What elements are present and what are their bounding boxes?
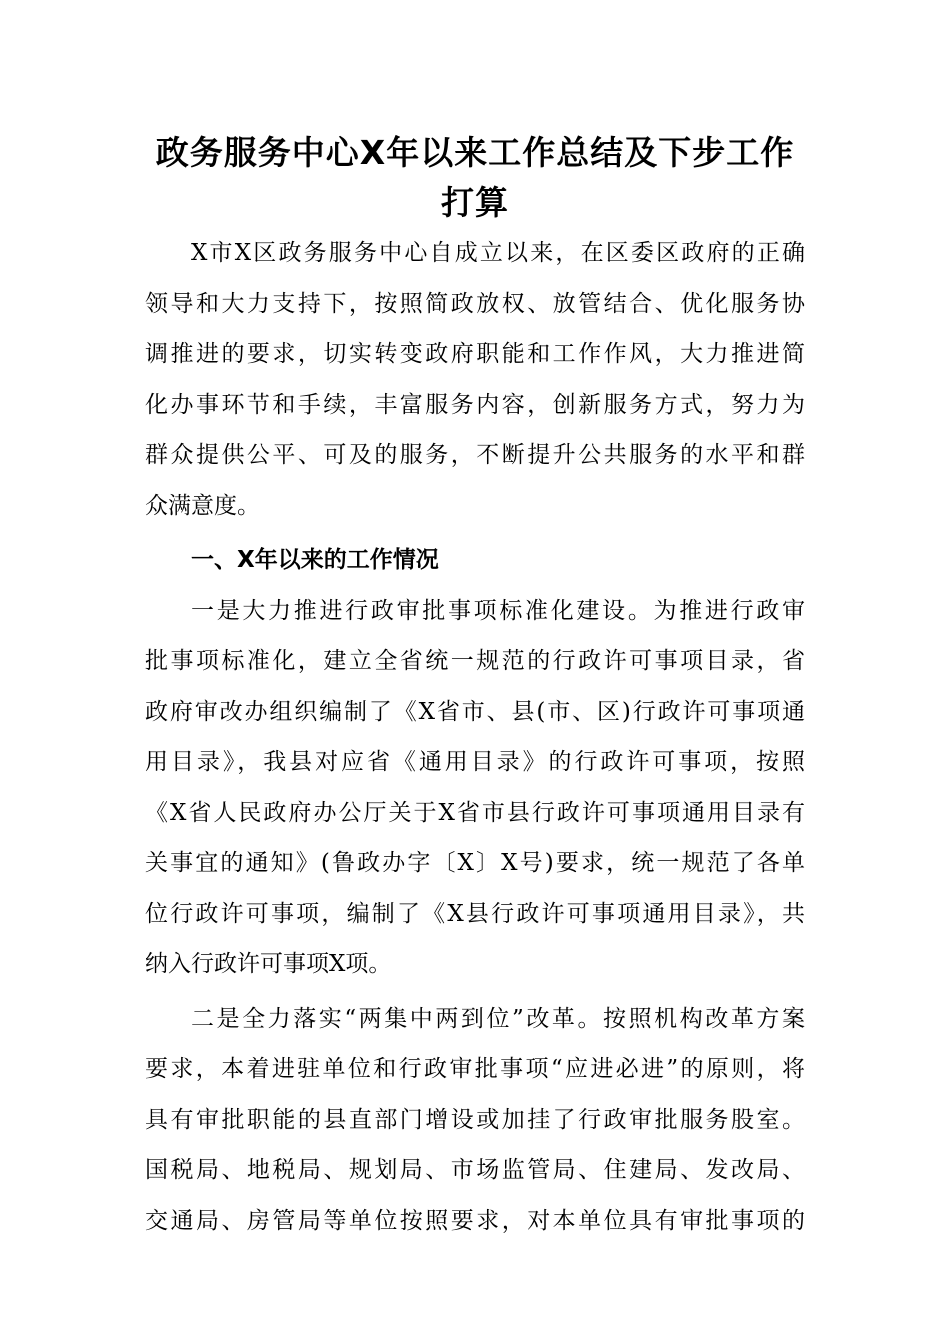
document-title (139, 128, 811, 228)
paragraph-line: 群众提供公平、可及的服务，不断提升公共服务的水平和群 (145, 442, 805, 468)
paragraph-line: 位行政许可事项，编制了《X县行政许可事项通用目录》，共 (145, 900, 805, 927)
paragraph-line: 《X省人民政府办公厅关于X省市县行政许可事项通用目录有 (145, 799, 805, 826)
paragraph-line: 二是全力落实“两集中两到位”改革。按照机构改革方案 (191, 1005, 805, 1032)
paragraph-line: 领导和大力支持下，按照简政放权、放管结合、优化服务协 (145, 290, 805, 317)
paragraph-standardization (145, 586, 805, 990)
title-line: 政务服务中心X年以来工作总结及下步工作 (155, 133, 795, 172)
paragraph-line: 国税局、地税局、规划局、市场监管局、住建局、发改局、 (145, 1157, 805, 1183)
paragraph-line: 一是大力推进行政审批事项标准化建设。为推进行政审 (191, 597, 805, 624)
paragraph-line: 关事宜的通知》(鲁政办字〔X〕X号)要求，统一规范了各单 (145, 850, 805, 876)
paragraph-line: 要求，本着进驻单位和行政审批事项“应进必进”的原则，将 (145, 1056, 805, 1082)
title-line: 打算 (441, 183, 509, 222)
intro-paragraph (145, 228, 805, 531)
paragraph-line: 调推进的要求，切实转变政府职能和工作作风，大力推进简 (145, 341, 805, 367)
paragraph-line: 众满意度。 (145, 492, 260, 519)
paragraph-line: 用目录》，我县对应省《通用目录》的行政许可事项，按照 (145, 749, 805, 775)
section-heading: 一、X年以来的工作情况 (191, 547, 439, 573)
paragraph-line: 交通局、房管局等单位按照要求，对本单位具有审批事项的 (145, 1207, 805, 1234)
paragraph-line: X市X区政务服务中心自成立以来，在区委区政府的正确 (191, 240, 805, 266)
paragraph-line: 政府审改办组织编制了《X省市、县(市、区)行政许可事项通 (145, 698, 805, 725)
paragraph-line: 批事项标准化，建立全省统一规范的行政许可事项目录，省 (145, 648, 805, 674)
paragraph-reform (145, 994, 805, 1247)
document-page (145, 128, 805, 1246)
paragraph-line: 具有审批职能的县直部门增设或加挂了行政审批服务股室。 (145, 1106, 805, 1133)
paragraph-line: 纳入行政许可事项X项。 (145, 951, 392, 977)
paragraph-line: 化办事环节和手续，丰富服务内容，创新服务方式，努力为 (145, 391, 805, 418)
